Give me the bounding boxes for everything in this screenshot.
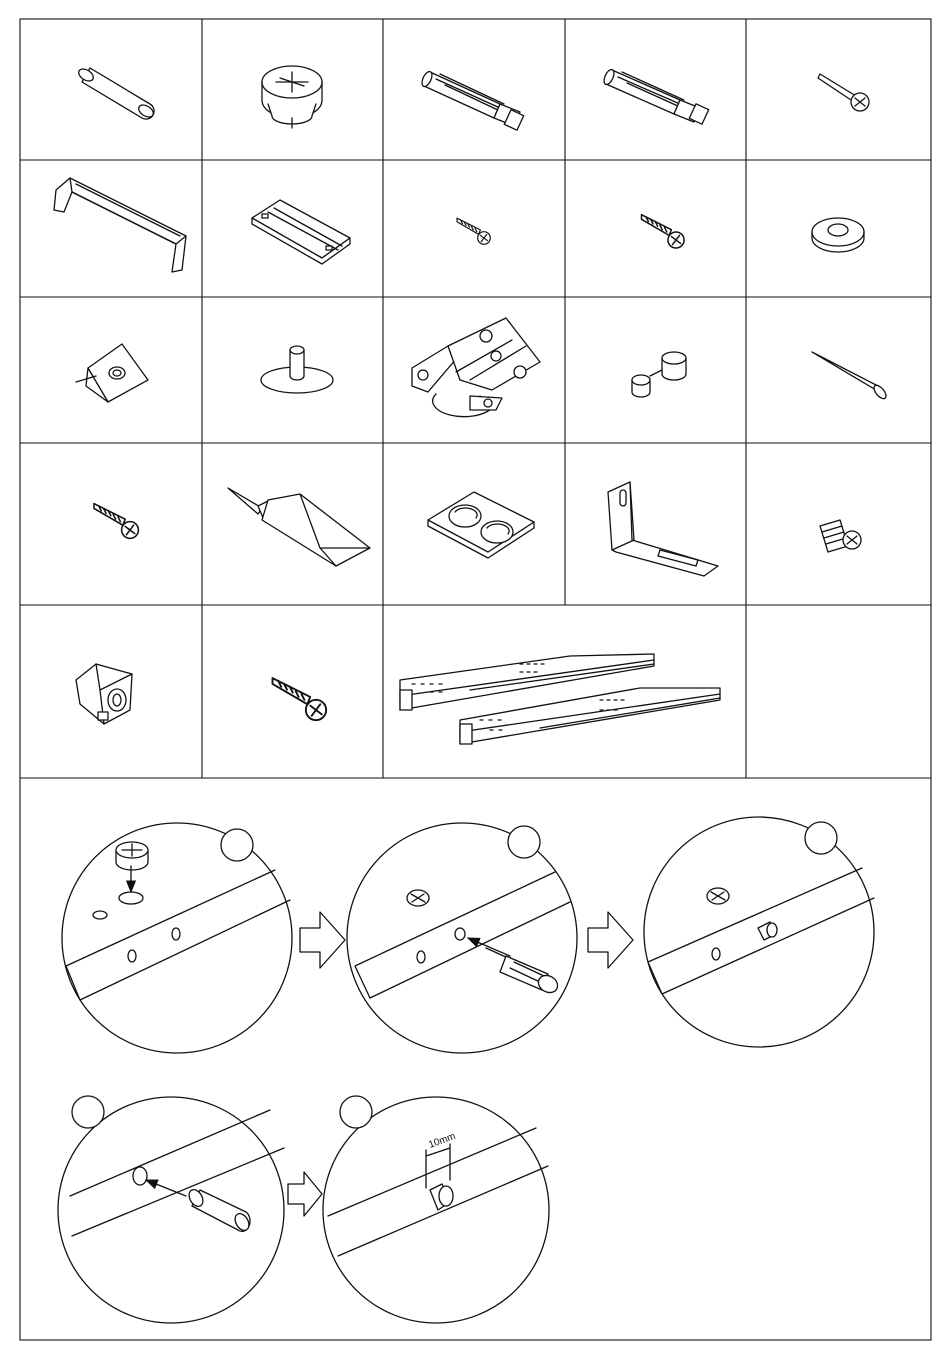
- next-arrow: [300, 912, 345, 968]
- wooden-dowel-icon: [77, 67, 156, 120]
- next-arrow: [588, 912, 633, 968]
- handle-base-icon: [252, 200, 350, 264]
- cam-bolt-long-icon: [602, 68, 709, 124]
- cam-bolt-icon: [420, 70, 524, 130]
- step-4: [58, 1096, 284, 1323]
- shelf-support-icon: [261, 346, 333, 393]
- stepped-pin-icon: [632, 352, 686, 397]
- euro-screw-icon: [820, 520, 861, 552]
- medium-screw-icon: [642, 215, 685, 248]
- corner-block-icon: [76, 344, 148, 402]
- long-screw-icon: [818, 74, 869, 111]
- angle-bracket-icon: [608, 482, 718, 576]
- step-3: [644, 817, 874, 1047]
- wood-screw-icon: [273, 678, 327, 720]
- glue-tube-icon: [228, 488, 370, 566]
- step-1: [62, 823, 292, 1053]
- connector-block-icon: [76, 664, 132, 724]
- dimension-label: 10mm: [427, 1130, 458, 1151]
- cam-lock-nut-icon: [262, 66, 322, 128]
- hinge-icon: [412, 318, 540, 417]
- next-arrow: [288, 1172, 322, 1216]
- cam-lock-nut-insert: [116, 842, 148, 870]
- plastic-foot-icon: [812, 218, 864, 252]
- short-screw-icon: [457, 218, 490, 244]
- step-2: [347, 823, 577, 1053]
- handle-icon: [54, 178, 186, 272]
- nail-icon: [812, 352, 888, 401]
- drawer-slides-icon: [400, 654, 720, 744]
- step-5: [323, 1096, 549, 1323]
- chipboard-screw-icon: [94, 504, 138, 539]
- bumper-pads-icon: [428, 492, 534, 558]
- assembly-steps: [58, 817, 874, 1323]
